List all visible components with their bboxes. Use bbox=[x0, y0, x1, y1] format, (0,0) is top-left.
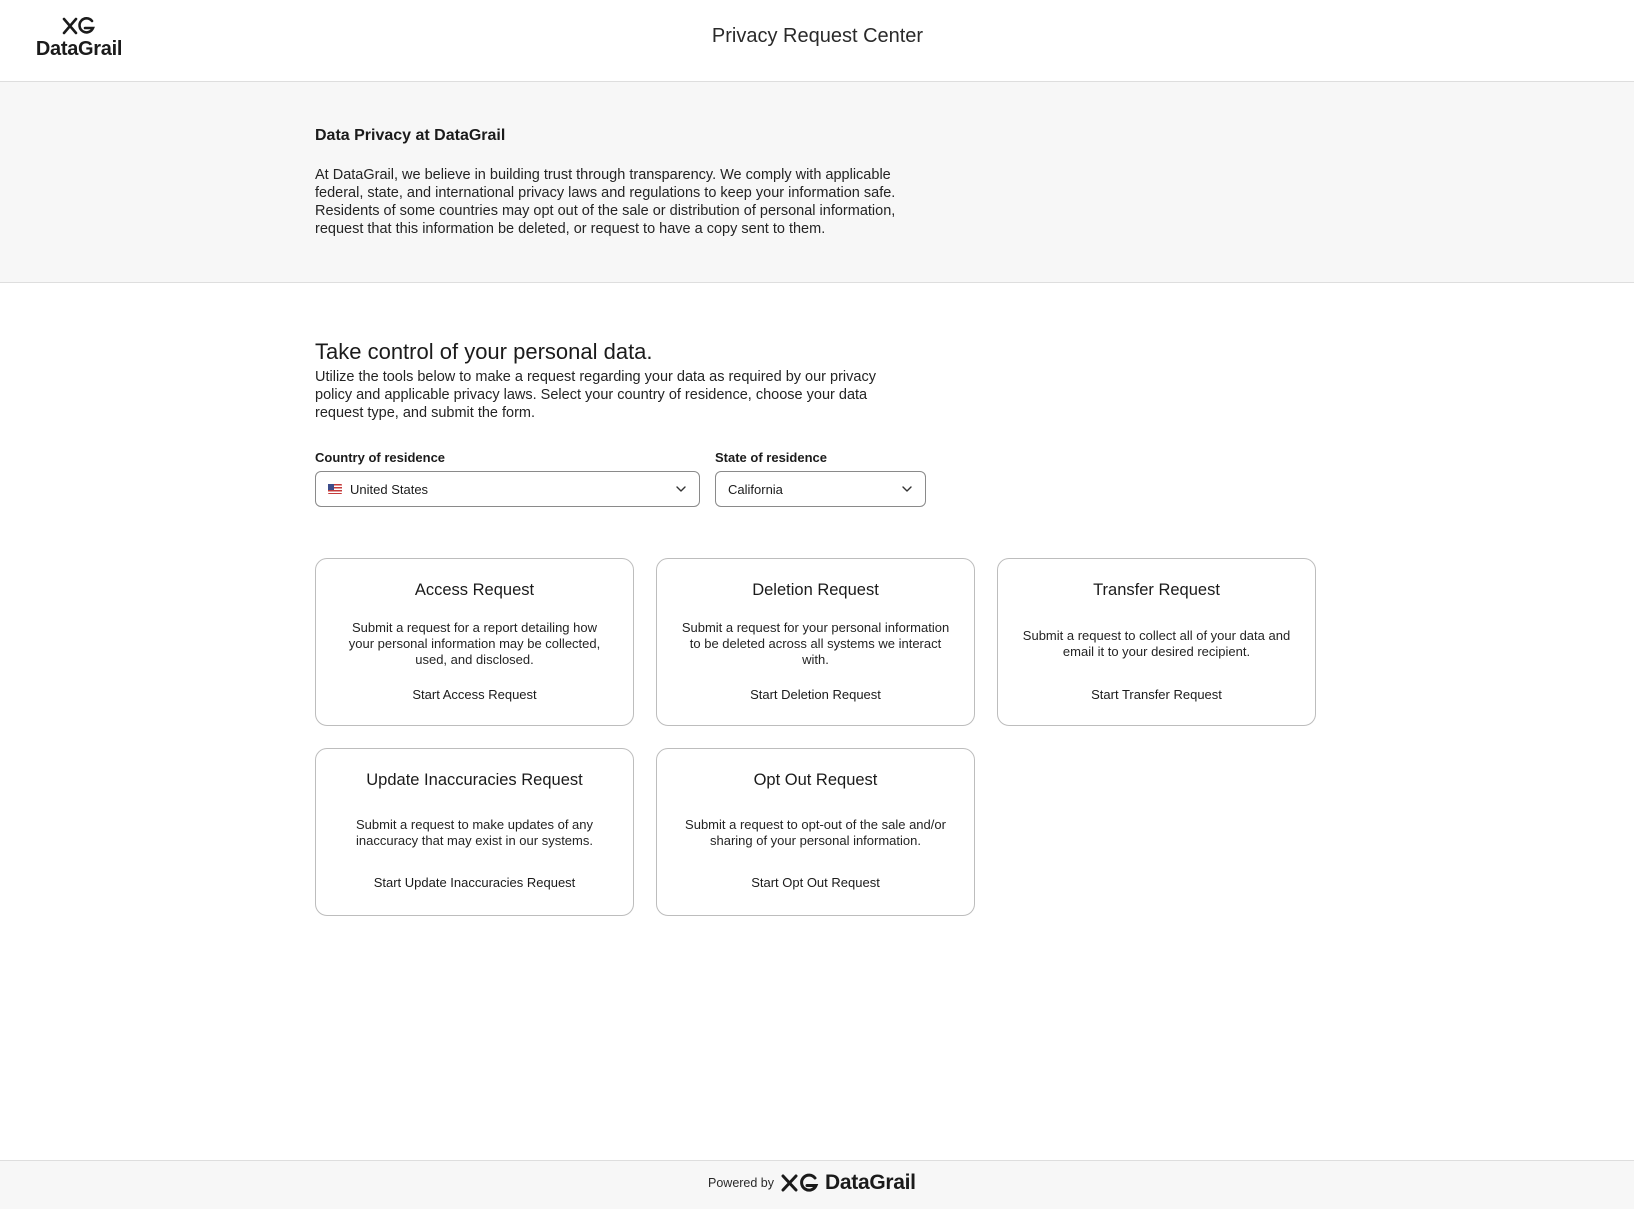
chevron-down-icon bbox=[901, 483, 913, 495]
chevron-down-icon bbox=[675, 483, 687, 495]
page-title: Privacy Request Center bbox=[711, 25, 924, 47]
start-update-inaccuracies-request-link[interactable]: Start Update Inaccuracies Request bbox=[373, 875, 576, 890]
card-description: Submit a request to collect all of your data and email it to your desired recipient. bbox=[1022, 628, 1291, 659]
country-select-value: United States bbox=[350, 481, 429, 497]
intro-title: Data Privacy at DataGrail bbox=[315, 127, 506, 144]
footer-brand-text: DataGrail bbox=[825, 1171, 916, 1194]
country-label: Country of residence bbox=[315, 450, 446, 465]
powered-by[interactable] bbox=[708, 1171, 916, 1195]
card-description: Submit a request for a report detailing how your personal information may be collected, used, and disclosed. bbox=[348, 620, 601, 667]
access-request-card[interactable] bbox=[315, 558, 634, 726]
transfer-request-card[interactable] bbox=[997, 558, 1316, 726]
card-description: Submit a request to opt-out of the sale and/or sharing of your personal information. bbox=[685, 817, 946, 848]
card-title: Opt Out Request bbox=[753, 771, 878, 789]
start-deletion-request-link[interactable]: Start Deletion Request bbox=[750, 687, 881, 702]
us-flag-icon bbox=[328, 484, 342, 494]
datagrail-logo-icon bbox=[781, 1172, 819, 1194]
update-inaccuracies-request-card[interactable] bbox=[315, 748, 634, 916]
deletion-request-card[interactable] bbox=[656, 558, 975, 726]
card-title: Deletion Request bbox=[752, 581, 879, 599]
intro-section bbox=[0, 82, 1634, 283]
start-access-request-link[interactable]: Start Access Request bbox=[412, 687, 537, 702]
logo-text: DataGrail bbox=[35, 38, 123, 60]
state-select-value: California bbox=[728, 481, 783, 497]
main-title: Take control of your personal data. bbox=[315, 339, 653, 364]
card-title: Access Request bbox=[414, 581, 535, 599]
state-label: State of residence bbox=[715, 450, 827, 465]
powered-by-label: Powered by bbox=[708, 1176, 775, 1190]
intro-text: At DataGrail, we believe in building trust through transparency. We comply with applicable federal, state, and international privacy laws and regulations to keep your information safe. Residents of some countries may opt out of the sale or distribution of personal information, request that this information be deleted, or request to have a copy sent to them. bbox=[315, 167, 896, 237]
card-description: Submit a request to make updates of any inaccuracy that may exist in our systems. bbox=[355, 817, 594, 848]
start-opt-out-request-link[interactable]: Start Opt Out Request bbox=[751, 875, 880, 890]
card-title: Transfer Request bbox=[1093, 581, 1220, 599]
page-header bbox=[0, 0, 1634, 82]
card-description: Submit a request for your personal information to be deleted across all systems we interact with. bbox=[681, 620, 950, 667]
main-description: Utilize the tools below to make a request regarding your data as required by our privacy policy and applicable privacy laws. Select your country of residence, choose your data request type, and submit the form. bbox=[315, 369, 876, 421]
state-select[interactable] bbox=[715, 471, 926, 507]
page-footer bbox=[0, 1160, 1634, 1209]
opt-out-request-card[interactable] bbox=[656, 748, 975, 916]
card-title: Update Inaccuracies Request bbox=[366, 771, 583, 789]
country-select[interactable] bbox=[315, 471, 700, 507]
start-transfer-request-link[interactable]: Start Transfer Request bbox=[1091, 687, 1222, 702]
